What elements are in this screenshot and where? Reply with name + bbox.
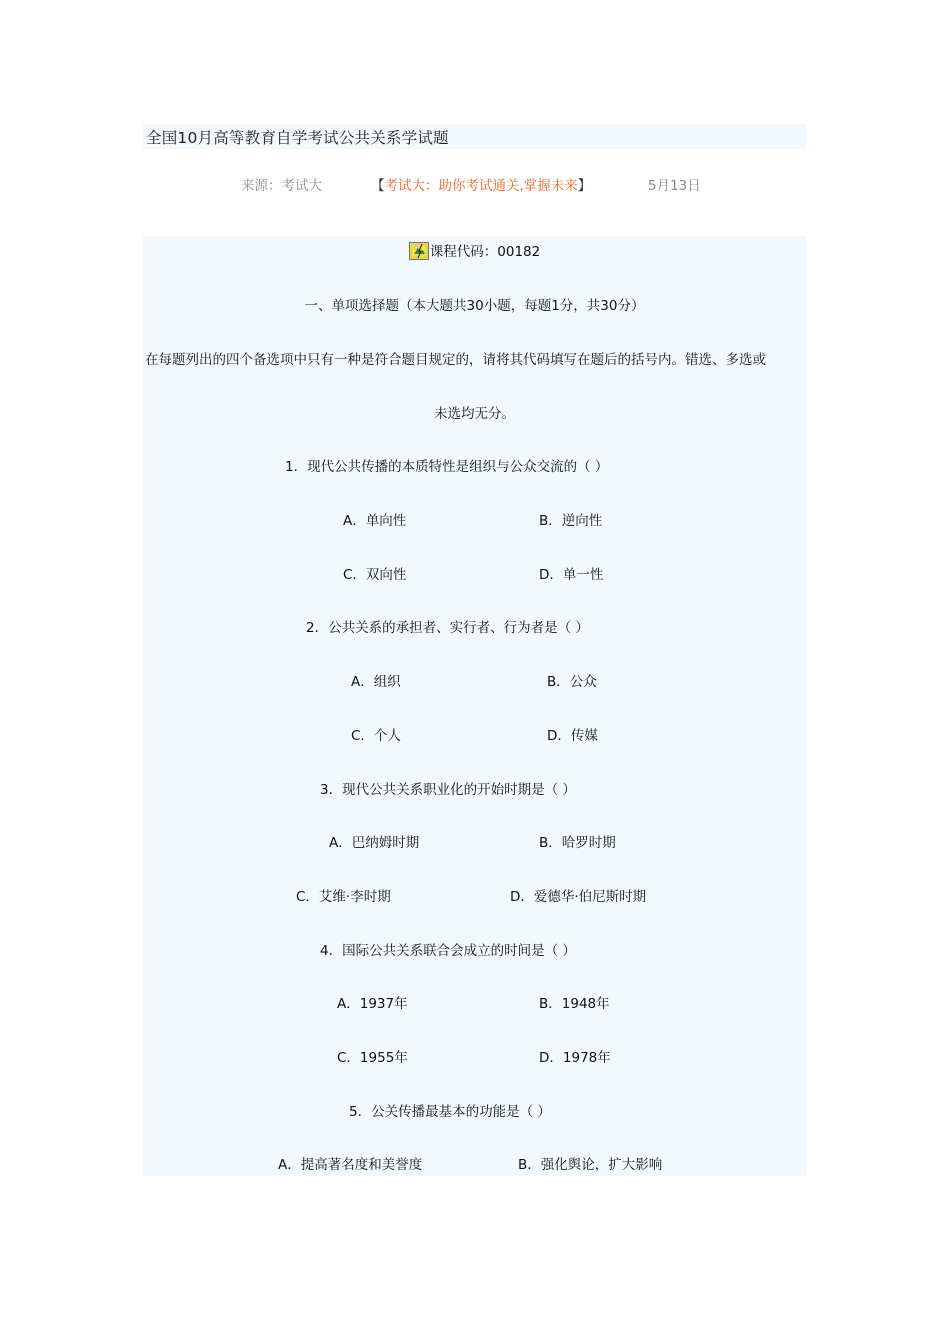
question-1-option-a: A．单向性 [343,513,407,529]
question-3-option-c: C．艾维·李时期 [296,889,391,905]
slogan-bracket-close: 】 [577,178,592,194]
section-title: 一、单项选择题（本大题共30小题，每题1分，共30分） [304,298,645,314]
instruction-line-1: 在每题列出的四个备选项中只有一种是符合题目规定的，请将其代码填写在题后的括号内。错选、多选或 [145,352,766,368]
question-3-option-d: D．爱德华·伯尼斯时期 [510,889,647,905]
page-title: 全国10月高等教育自学考试公共关系学试题 [146,129,449,147]
slogan-bracket-open: 【 [371,178,385,194]
question-1-option-b: B．逆向性 [539,513,603,529]
question-2-option-d: D．传媒 [547,728,598,744]
slogan-link[interactable] [371,174,591,194]
slogan-text[interactable]: 考试大：助你考试通关,掌握未来 [384,178,578,194]
course-code: 课程代码：00182 [429,244,541,260]
question-4-stem: 4．国际公共关系联合会成立的时间是（ ） [320,943,576,959]
question-5-stem: 5．公关传播最基本的功能是（ ） [349,1104,551,1120]
publish-date: 5月13日 [648,178,701,194]
question-3-option-a: A．巴纳姆时期 [329,835,420,851]
question-4-option-d: D．1978年 [539,1050,611,1066]
question-2-option-a: A．组织 [351,674,401,690]
question-3-option-b: B．哈罗时期 [539,835,616,851]
broken-image-icon [409,242,429,260]
question-1-option-c: C．双向性 [343,567,407,583]
question-4-option-a: A．1937年 [337,996,408,1012]
question-1-stem: 1．现代公共传播的本质特性是组织与公众交流的（ ） [285,459,609,475]
question-2-option-b: B．公众 [547,674,597,690]
question-3-stem: 3．现代公共关系职业化的开始时期是（ ） [320,782,576,798]
question-1-option-d: D．单一性 [539,567,604,583]
course-code-line [143,240,806,260]
question-5-option-b: B．强化舆论，扩大影响 [518,1157,663,1173]
question-4-option-b: B．1948年 [539,996,610,1012]
source-label: 来源：考试大 [241,178,322,194]
question-2-stem: 2．公共关系的承担者、实行者、行为者是（ ） [306,620,589,636]
question-4-option-c: C．1955年 [337,1050,408,1066]
instruction-line-2: 未选均无分。 [434,406,515,422]
question-5-option-a: A．提高著名度和美誉度 [278,1157,423,1173]
exam-content [143,236,806,1176]
question-2-option-c: C．个人 [351,728,401,744]
